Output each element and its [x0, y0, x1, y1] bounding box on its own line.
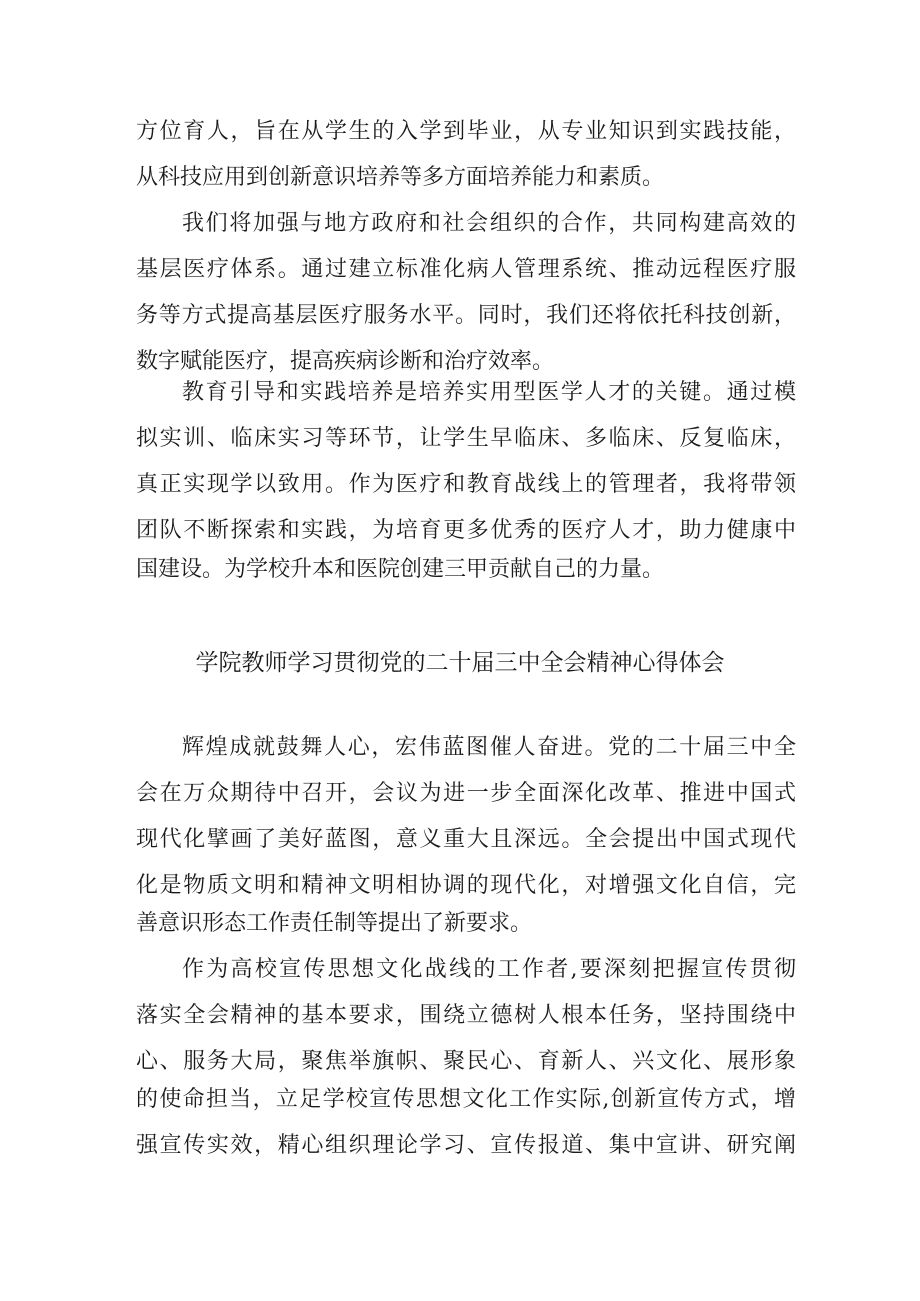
- paragraph-line: 心、服务大局，聚焦举旗帜、聚民心、育新人、兴文化、展形象: [136, 1049, 796, 1074]
- paragraph-line: 真正实现学以致用。作为医疗和教育战线上的管理者，我将带领: [136, 472, 796, 497]
- paragraph-line: 教育引导和实践培养是培养实用型医学人才的关键。通过模: [182, 380, 796, 405]
- paragraph-line: 拟实训、临床实习等环节，让学生早临床、多临床、反复临床，: [136, 426, 796, 451]
- paragraph-line: 会在万众期待中召开，会议为进一步全面深化改革、推进中国式: [136, 781, 796, 806]
- paragraph-line: 从科技应用到创新意识培养等多方面培养能力和素质。: [136, 165, 665, 190]
- paragraph-line: 现代化擘画了美好蓝图，意义重大且深远。全会提出中国式现代: [136, 827, 796, 852]
- article-title: 学院教师学习贯彻党的二十届三中全会精神心得体会: [195, 650, 725, 676]
- paragraph-line: 国建设。为学校升本和医院创建三甲贡献自己的力量。: [136, 557, 665, 582]
- paragraph-line: 基层医疗体系。通过建立标准化病人管理系统、推动远程医疗服: [136, 257, 796, 282]
- paragraph-line: 善意识形态工作责任制等提出了新要求。: [136, 911, 533, 936]
- paragraph-line: 数字赋能医疗，提高疾病诊断和治疗效率。: [136, 349, 555, 374]
- paragraph-line: 团队不断探索和实践，为培育更多优秀的医疗人才，助力健康中: [136, 518, 796, 543]
- paragraph-line: 我们将加强与地方政府和社会组织的合作，共同构建高效的: [182, 211, 796, 236]
- paragraph-line: 作为高校宣传思想文化战线的工作者,要深刻把握宣传贯彻: [182, 957, 796, 982]
- paragraph-line: 方位育人，旨在从学生的入学到毕业，从专业知识到实践技能，: [136, 119, 796, 144]
- paragraph-line: 务等方式提高基层医疗服务水平。同时，我们还将依托科技创新，: [136, 303, 796, 328]
- paragraph-line: 辉煌成就鼓舞人心，宏伟蓝图催人奋进。党的二十届三中全: [182, 735, 796, 760]
- paragraph-line: 落实全会精神的基本要求，围绕立德树人根本任务，坚持围绕中: [136, 1003, 796, 1028]
- paragraph-line: 强宣传实效，精心组织理论学习、宣传报道、集中宣讲、研究阐: [136, 1133, 796, 1158]
- paragraph-line: 的使命担当，立足学校宣传思想文化工作实际,创新宣传方式，增: [136, 1087, 796, 1112]
- paragraph-line: 化是物质文明和精神文明相协调的现代化，对增强文化自信，完: [136, 873, 796, 898]
